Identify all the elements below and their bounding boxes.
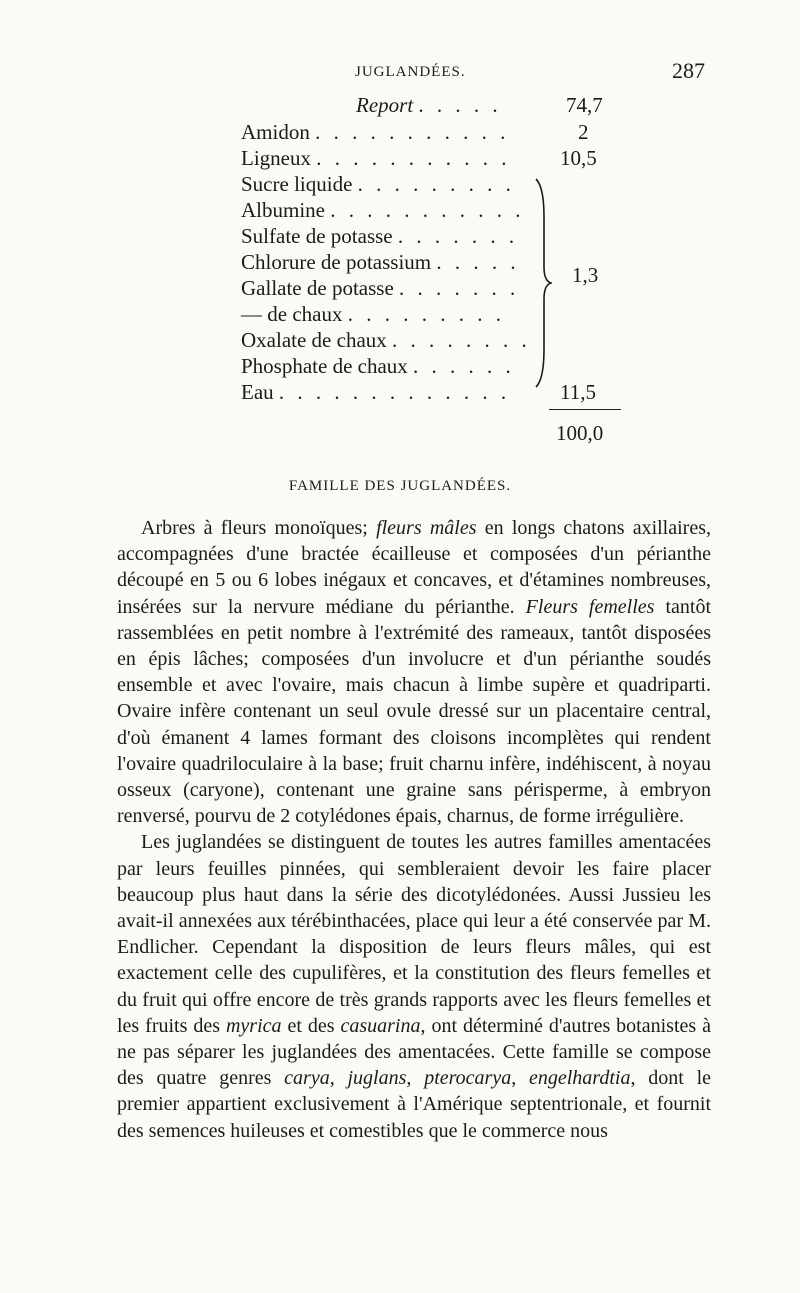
- page-number: 287: [672, 58, 705, 83]
- table-row: [241, 275, 519, 301]
- table-row-report: [356, 92, 502, 118]
- table-row: [241, 249, 520, 275]
- leader-dots: . . . . . . . . . . .: [316, 146, 511, 170]
- table-row: [241, 145, 510, 171]
- table-row: [241, 197, 525, 223]
- table-row: [241, 353, 515, 379]
- table-row: [241, 223, 518, 249]
- table-row: [241, 379, 510, 405]
- row-label: Phosphate de chaux: [241, 354, 408, 378]
- row-label: Sucre liquide: [241, 172, 353, 196]
- section-title: FAMILLE DES JUGLANDÉES.: [288, 478, 512, 494]
- paragraph-discussion: [117, 829, 711, 1143]
- text-run: , ont déterminé d'autres botanistes à ne pas séparer les juglandées des amentacées. Cette famille se compose des quatre genres: [117, 1014, 712, 1090]
- text-run: ,: [406, 1067, 425, 1090]
- text-run: en longs chatons axillaires, accompagnées d'une bractée écailleuse et composées d'un périanthe découpé en 5 ou 6 lobes inégaux et concaves, et d'étamines nombreuses, insérées sur la nervure médiane du périanthe.: [117, 517, 711, 618]
- table-row: [241, 119, 509, 145]
- sum-rule: [549, 409, 621, 410]
- row-label: Gallate de potasse: [241, 276, 394, 300]
- table-row: [241, 301, 505, 327]
- bracket-value: 1,3: [572, 263, 599, 287]
- leader-dots: . . . . .: [436, 250, 520, 274]
- italic-term: carya: [284, 1067, 330, 1090]
- body-text: [117, 515, 711, 1144]
- italic-term: engelhardtia: [528, 1067, 631, 1090]
- leader-dots: . . . . . . . . . . . . .: [278, 380, 511, 404]
- leader-dots: . . . . . . . . . . .: [330, 198, 525, 222]
- leader-dots: . . . . . .: [413, 354, 515, 378]
- row-label: Eau: [241, 380, 274, 404]
- italic-term: Fleurs femelles: [525, 595, 655, 618]
- row-label: Sulfate de potasse: [241, 224, 393, 248]
- text-run: tantôt rassemblées en petit nombre à l'extrémité des rameaux, tantôt disposées en épis lâches; composées d'un involucre et d'un périanthe soudés ensemble et avec l'ovaire, mais chacun à limbe supère et quadriparti. Ovaire infère contenant un seul ovule dressé sur un placentaire central, d'où émanent 4 lames formant des cloisons incomplètes qui rendent l'ovaire quadriloculaire à la base; fruit charnu infère, indéhiscent, à noyau osseux (caryone), contenant une graine sans périsperme, à embryon renversé, pourvu de 2 cotylédones épais, charnus, de forme irrégulière.: [117, 595, 712, 828]
- row-label: Ligneux: [241, 146, 311, 170]
- text-run: ,: [511, 1067, 529, 1090]
- row-value: 11,5: [560, 380, 596, 404]
- row-label: Albumine: [241, 198, 325, 222]
- leader-dots: . . . . . . . . .: [347, 302, 505, 326]
- table-total: 100,0: [556, 421, 604, 445]
- row-value: 10,5: [560, 146, 597, 170]
- italic-term: fleurs mâles: [376, 517, 477, 539]
- leader-dots: . . . . . . . . .: [357, 172, 515, 196]
- page-header: [0, 58, 800, 88]
- report-label: Report: [356, 93, 414, 117]
- text-run: , dont le premier appartient exclusivement à l'Amérique septentrionale, et fournit des semences huileuses et comestibles que le commerce nous: [117, 1067, 712, 1142]
- italic-term: casuarina: [340, 1014, 421, 1037]
- leader-dots: . . . . . . .: [399, 276, 520, 300]
- row-label: Oxalate de chaux: [241, 328, 387, 352]
- leader-dots: . . . . . . . . . . .: [315, 120, 510, 144]
- paragraph-description: [117, 515, 711, 829]
- italic-term: pterocarya: [424, 1067, 512, 1090]
- composition-table: [0, 90, 800, 450]
- table-row: [241, 171, 515, 197]
- text-run: ,: [329, 1067, 348, 1090]
- row-label: Chlorure de potassium: [241, 250, 432, 274]
- leader-dots: . . . . .: [418, 93, 502, 117]
- italic-term: myrica: [225, 1014, 282, 1037]
- row-value: 2: [578, 120, 589, 144]
- leader-dots: . . . . . . .: [397, 224, 519, 248]
- text-run: et des: [281, 1014, 341, 1037]
- row-label: — de chaux: [241, 302, 343, 326]
- report-value: 74,7: [566, 93, 603, 117]
- running-title: JUGLANDÉES.: [355, 64, 466, 80]
- text-run: Arbres à fleurs monoïques;: [141, 517, 377, 539]
- right-brace-icon: [534, 177, 552, 389]
- text-run: Les juglandées se distinguent de toutes les autres familles amentacées par leurs feuilles pinnées, qui sembleraient devoir les faire placer beaucoup plus haut dans la série des dicotylédonées. Aussi Jussieu les avait-il annexées aux térébinthacées, place qui leur a été conservée par M. Endlicher. Cependant la disposition de leurs fleurs mâles, qui est exactement celle des cupulifères, et la constitution des fleurs femelles et du fruit qui offre encore de très grands rapports avec les fleurs femelles et les fruits des: [117, 831, 711, 1037]
- table-row: [241, 327, 531, 353]
- italic-term: juglans: [347, 1067, 407, 1090]
- row-label: Amidon: [241, 120, 310, 144]
- leader-dots: . . . . . . . .: [392, 328, 531, 352]
